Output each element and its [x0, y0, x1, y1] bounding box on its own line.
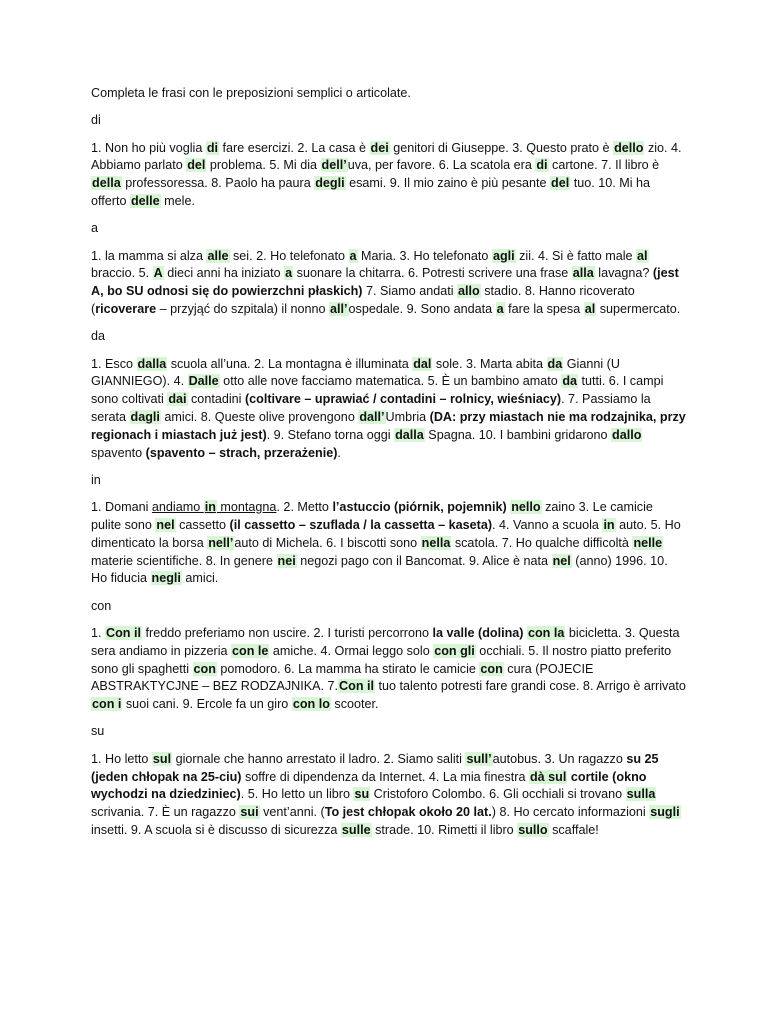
answer-highlight: sui	[240, 805, 259, 820]
underlined-text: montagna	[216, 500, 277, 515]
answer-highlight: sullo	[518, 822, 548, 837]
section-heading-di: di	[91, 113, 101, 128]
answer-highlight: dalla	[137, 356, 167, 371]
underlined-text: andiamo	[151, 500, 204, 515]
answer-highlight: con le	[232, 643, 269, 658]
answer-highlight: con	[193, 661, 216, 676]
answer-highlight: nei	[277, 553, 296, 568]
text-segment: esami. 9. Il mio zaino è più pesante	[345, 176, 551, 191]
text-segment: genitori di Giuseppe. 3. Questo prato è	[389, 140, 614, 155]
text-segment: amiche. 4. Ormai leggo solo	[269, 643, 434, 658]
text-segment: 1. Ho letto	[91, 751, 152, 766]
answer-highlight: sulle	[341, 822, 371, 837]
answer-highlight: alla	[572, 266, 594, 281]
text-segment: 1. Non ho più voglia	[91, 140, 206, 155]
text-segment: zii. 4. Si è fatto male	[515, 248, 637, 263]
text-segment: fare la spesa	[504, 301, 584, 316]
text-segment: supermercato.	[596, 301, 681, 316]
translation-note: (DA: przy miastach nie ma rodzajnika, przy regionach i miastach już jest)	[91, 409, 686, 442]
exercise-paragraph-su	[91, 751, 686, 840]
answer-highlight: nell’	[208, 535, 234, 550]
text-segment: Gianni (U GIANNIEGO). 4.	[91, 356, 620, 389]
text-segment: – przyjąć do szpitala) il nonno	[156, 301, 330, 316]
answer-highlight: a	[496, 301, 504, 316]
answer-highlight: sull’	[466, 751, 492, 766]
text-segment: braccio. 5.	[91, 266, 153, 281]
text-segment: suonare la chitarra. 6. Potresti scrivere una frase	[293, 266, 572, 281]
answer-highlight: al	[637, 248, 648, 263]
text-segment: amici.	[181, 571, 219, 586]
answer-highlight: con i	[92, 697, 122, 712]
text-segment: mele.	[160, 193, 195, 208]
text-segment: tuo talento potresti fare grandi cose. 8. Arrigo è arrivato	[375, 679, 686, 694]
answer-highlight: dei	[370, 140, 389, 155]
text-segment: scrivania. 7. È un ragazzo	[91, 805, 240, 820]
translation-note: ricoverare	[95, 301, 157, 316]
answer-highlight: nel	[552, 553, 571, 568]
answer-highlight: delle	[130, 193, 160, 208]
text-segment: tutti. 6. I campi sono coltivati	[91, 374, 664, 407]
answer-highlight: Con il	[106, 625, 141, 640]
text-segment: 1. Esco	[91, 356, 137, 371]
text-segment: giornale che hanno arrestato il ladro. 2. Siamo saliti	[172, 751, 466, 766]
exercise-paragraph-di	[91, 140, 686, 211]
text-segment: vent’anni. (	[259, 805, 325, 820]
instructions: Completa le frasi con le preposizioni semplici o articolate.	[91, 86, 411, 100]
answer-highlight: sulla	[626, 787, 656, 802]
text-segment: otto alle nove facciamo matematica. 5. È un bambino amato	[219, 374, 562, 389]
answer-highlight: dà sul	[529, 769, 567, 784]
answer-highlight: della	[92, 176, 121, 191]
text-segment: . 5. Ho letto un libro	[240, 787, 354, 802]
text-segment: auto. 5. Ho dimenticato la borsa	[91, 517, 681, 550]
answer-highlight: dai	[168, 392, 187, 407]
answer-highlight: alle	[207, 248, 229, 263]
text-segment: scatola. 7. Ho qualche difficoltà	[451, 535, 633, 550]
text-segment: soffre di dipendenza da Internet. 4. La mia finestra	[241, 769, 529, 784]
answer-highlight: a	[349, 248, 357, 263]
answer-highlight: Con il	[339, 679, 375, 694]
answer-highlight: dell’	[321, 158, 347, 173]
text-segment: tuo. 10. Mi ha offerto	[91, 176, 651, 208]
text-segment: bicicletta. 3. Questa sera andiamo in pizzeria	[91, 625, 680, 658]
answer-highlight: A	[153, 266, 163, 281]
exercise-paragraph-a	[91, 248, 686, 319]
translation-note: (il cassetto – szuflada / la cassetta – kaseta)	[229, 517, 493, 532]
text-segment: negozi pago con il Bancomat. 9. Alice è nata	[296, 553, 552, 568]
text-segment: uva, per favore. 6. La scatola era	[347, 158, 536, 173]
answer-highlight: al	[584, 301, 596, 316]
text-segment: . 7. Passiamo la serata	[91, 392, 651, 424]
text-segment: . 9. Stefano torna oggi	[266, 427, 395, 442]
answer-highlight: degli	[315, 176, 345, 191]
sections-container	[91, 112, 686, 839]
text-segment: professoressa. 8. Paolo ha paura	[121, 176, 315, 191]
text-segment: . 2. Metto	[276, 500, 333, 515]
answer-highlight: nel	[156, 517, 175, 532]
text-segment: scooter.	[330, 697, 379, 712]
text-segment: amici. 8. Queste olive provengono	[160, 409, 359, 424]
text-segment: ospedale. 9. Sono andata	[348, 301, 496, 316]
text-segment: cartone. 7. Il libro è	[548, 158, 660, 173]
answer-highlight: con	[480, 661, 503, 676]
answer-highlight: nello	[511, 500, 541, 515]
answer-highlight: agli	[492, 248, 515, 263]
section-heading-su: su	[91, 724, 105, 739]
text-segment: cura (POJECIE ABSTRAKTYCJNE – BEZ RODZAJNIKA. 7.	[91, 661, 594, 694]
text-segment: sei. 2. Ho telefonato	[229, 248, 349, 263]
text-segment: (anno) 1996. 10. Ho fiducia	[91, 553, 668, 586]
answer-highlight: dalla	[395, 427, 424, 442]
text-segment: zio. 4. Abbiamo parlato	[91, 140, 682, 173]
exercise-paragraph-da	[91, 356, 686, 463]
text-segment: insetti. 9. A scuola si è discusso di sicurezza	[91, 822, 341, 837]
text-segment: freddo preferiamo non uscire. 2. I turisti percorrono	[142, 625, 433, 640]
text-segment: problema. 5. Mi dia	[206, 158, 321, 173]
section-heading-a: a	[91, 221, 99, 236]
answer-highlight: del	[187, 158, 206, 173]
section-heading-con: con	[91, 598, 112, 613]
exercise-paragraph-con	[91, 625, 686, 714]
answer-highlight: da	[547, 356, 563, 371]
answer-highlight: dagli	[130, 409, 160, 424]
answer-highlight: con gli	[434, 643, 475, 658]
text-segment: Cristoforo Colombo. 6. Gli occhiali si trovano	[370, 787, 626, 802]
answer-highlight: nella	[421, 535, 451, 550]
section-heading-in: in	[91, 472, 101, 487]
text-segment: contadini	[187, 392, 245, 407]
text-segment: fare esercizi. 2. La casa è	[219, 140, 370, 155]
text-segment: occhiali. 5. Il nostro piatto preferito sono gli spaghetti	[91, 643, 672, 676]
text-segment: Spagna. 10. I bambini gridarono	[424, 427, 612, 442]
answer-highlight: in	[603, 517, 615, 532]
text-segment: stadio. 8. Hanno ricoverato (	[91, 284, 635, 316]
text-segment: strade. 10. Rimetti il libro	[371, 822, 518, 837]
answer-highlight: di	[206, 140, 219, 155]
answer-highlight: nelle	[633, 535, 663, 550]
text-segment: cassetto	[175, 517, 230, 532]
text-segment: scaffale!	[548, 822, 599, 837]
section-heading-da: da	[91, 329, 106, 344]
translation-note: cortile (okno wychodzi na dziedziniec)	[91, 769, 647, 802]
exercise-paragraph-in	[91, 499, 686, 588]
text-segment: zaino 3. Le camicie pulite sono	[91, 500, 653, 532]
answer-highlight: di	[536, 158, 548, 173]
text-segment: 1.	[91, 625, 106, 640]
text-segment: dieci anni ha iniziato	[163, 266, 285, 281]
translation-note: su 25 (jeden chłopak na 25-ciu)	[91, 751, 659, 784]
text-segment: 1. Domani	[91, 500, 152, 515]
text-segment: autobus. 3. Un ragazzo	[492, 751, 627, 766]
text-segment: Maria. 3. Ho telefonato	[357, 248, 492, 263]
document-body	[91, 85, 686, 849]
answer-highlight: da	[562, 374, 578, 389]
answer-highlight: allo	[458, 284, 480, 299]
answer-highlight: dal	[413, 356, 432, 371]
text-segment: 1. la mamma si alza	[91, 248, 207, 263]
text-segment: scuola all’una. 2. La montagna è illuminata	[167, 356, 413, 371]
answer-highlight: Dalle	[188, 374, 219, 389]
translation-note: (jest A, bo SU odnosi się do powierzchni płaskich)	[91, 266, 679, 299]
text-segment: 7. Siamo andati	[362, 284, 458, 299]
answer-highlight: negli	[151, 571, 181, 586]
answer-highlight: all’	[330, 301, 348, 316]
answer-highlight: dall’	[359, 409, 385, 424]
translation-note: l’astuccio (piórnik, pojemnik)	[332, 500, 507, 515]
answer-highlight: con la	[527, 625, 565, 640]
text-segment: ) 8. Ho cercato informazioni	[491, 805, 650, 820]
text-segment: auto di Michela. 6. I biscotti sono	[234, 535, 421, 550]
translation-note: (coltivare – uprawiać / contadini – rolnicy, wieśniacy)	[244, 392, 562, 407]
answer-highlight: sugli	[650, 805, 680, 820]
text-segment: lavagna?	[594, 266, 653, 281]
translation-note: la valle (dolina)	[432, 625, 524, 640]
answer-highlight: su	[354, 787, 370, 802]
text-segment: spavento	[91, 445, 146, 460]
text-segment: sole. 3. Marta abita	[432, 356, 547, 371]
text-segment: .	[337, 445, 341, 460]
text-segment: suoi cani. 9. Ercole fa un giro	[122, 697, 292, 712]
answer-highlight: a	[285, 266, 293, 281]
answer-highlight: con lo	[292, 697, 330, 712]
text-segment: . 4. Vanno a scuola	[492, 517, 603, 532]
answer-highlight: dallo	[612, 427, 642, 442]
translation-note: (spavento – strach, przerażenie)	[145, 445, 338, 460]
answer-highlight: del	[551, 176, 570, 191]
answer-highlight: in	[204, 500, 216, 515]
text-segment: Umbria	[385, 409, 430, 424]
answer-highlight: dello	[614, 140, 644, 155]
text-segment: materie scientifiche. 8. In genere	[91, 553, 277, 568]
text-segment: pomodoro. 6. La mamma ha stirato le camicie	[216, 661, 480, 676]
translation-note: To jest chłopak około 20 lat.	[324, 805, 492, 820]
answer-highlight: sul	[152, 751, 172, 766]
